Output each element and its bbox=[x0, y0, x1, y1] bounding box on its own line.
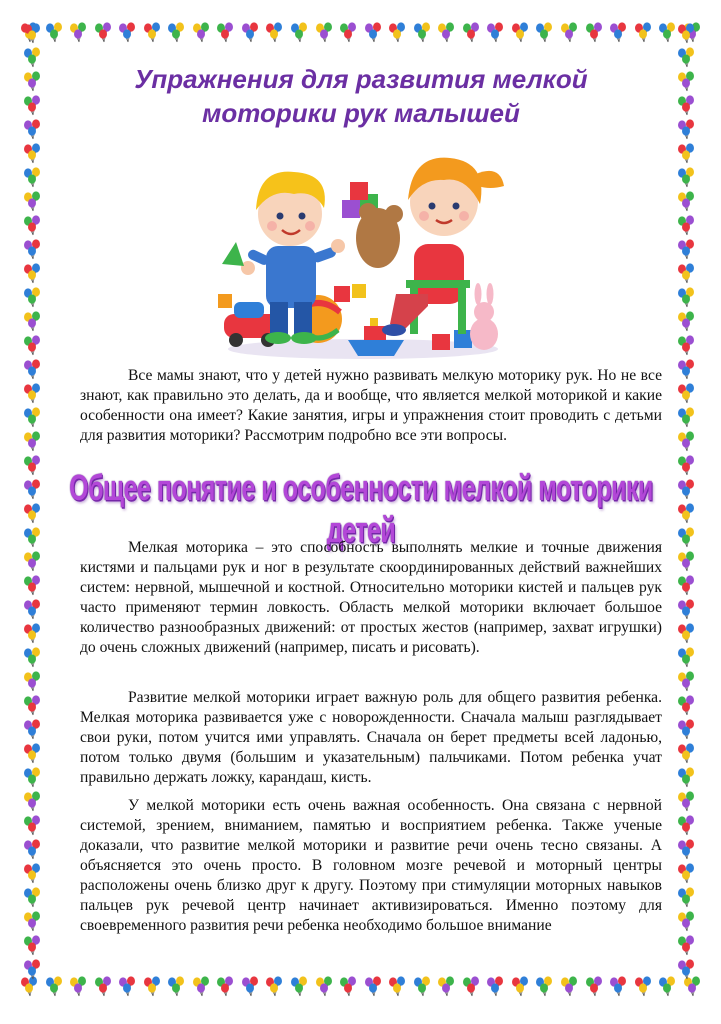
pyramid-icon bbox=[222, 242, 244, 266]
balloon-bunch-icon bbox=[165, 975, 187, 997]
balloon-bunch-icon bbox=[21, 862, 43, 884]
balloon-bunch-icon bbox=[675, 118, 697, 140]
block-icon bbox=[350, 182, 368, 200]
balloon-bunch-icon bbox=[21, 814, 43, 836]
border-left bbox=[20, 22, 44, 980]
balloon-bunch-icon bbox=[21, 598, 43, 620]
balloon-bunch-icon bbox=[21, 478, 43, 500]
balloon-bunch-icon bbox=[675, 358, 697, 380]
balloon-bunch-icon bbox=[21, 238, 43, 260]
balloon-bunch-icon bbox=[116, 21, 138, 43]
block-icon bbox=[432, 334, 450, 350]
balloon-bunch-icon bbox=[460, 21, 482, 43]
balloon-bunch-icon bbox=[632, 21, 654, 43]
balloon-bunch-icon bbox=[21, 790, 43, 812]
balloon-bunch-icon bbox=[165, 21, 187, 43]
balloon-bunch-icon bbox=[607, 21, 629, 43]
balloon-bunch-icon bbox=[239, 975, 261, 997]
balloon-bunch-icon bbox=[21, 382, 43, 404]
balloon-bunch-icon bbox=[675, 742, 697, 764]
balloon-bunch-icon bbox=[21, 70, 43, 92]
paragraph-feature: У мелкой моторики есть очень важная особенность. Она связана с нервной системой, зрением, вниманием, памятью и восприятием ребенка. Также ученые доказали, что развитие мелкой моторики и развитие речи очень тесно связаны. А объясняется это очень просто. В головном мозге речевой и моторный центры расположены очень близко друг к другу. Поэтому при стимуляции моторных навыков пальцев рук речевой центр начинает активизироваться. Именно поэтому для своевременного развития речи ребенка необходимо большое внимание bbox=[80, 797, 662, 934]
balloon-bunch-icon bbox=[435, 975, 457, 997]
balloon-bunch-icon bbox=[675, 862, 697, 884]
children-playing-illustration bbox=[218, 134, 508, 364]
balloon-bunch-icon bbox=[675, 766, 697, 788]
page-title bbox=[50, 62, 672, 130]
balloon-bunch-icon bbox=[21, 46, 43, 68]
block-icon bbox=[342, 200, 360, 218]
balloon-bunch-icon bbox=[675, 286, 697, 308]
balloon-bunch-icon bbox=[362, 975, 384, 997]
balloon-bunch-icon bbox=[21, 958, 43, 980]
border-bottom bbox=[18, 974, 703, 998]
block-icon bbox=[334, 286, 350, 302]
balloon-bunch-icon bbox=[288, 21, 310, 43]
balloon-bunch-icon bbox=[558, 975, 580, 997]
balloon-bunch-icon bbox=[675, 454, 697, 476]
balloon-bunch-icon bbox=[509, 975, 531, 997]
balloon-bunch-icon bbox=[675, 814, 697, 836]
balloon-bunch-icon bbox=[675, 622, 697, 644]
balloon-bunch-icon bbox=[675, 406, 697, 428]
balloon-bunch-icon bbox=[675, 142, 697, 164]
balloon-bunch-icon bbox=[675, 526, 697, 548]
balloon-bunch-icon bbox=[675, 670, 697, 692]
balloon-bunch-icon bbox=[43, 975, 65, 997]
block-icon bbox=[352, 284, 366, 298]
balloon-bunch-icon bbox=[21, 190, 43, 212]
balloon-bunch-icon bbox=[214, 975, 236, 997]
balloon-bunch-icon bbox=[675, 502, 697, 524]
balloon-bunch-icon bbox=[386, 21, 408, 43]
balloon-bunch-icon bbox=[675, 718, 697, 740]
balloon-bunch-icon bbox=[313, 21, 335, 43]
balloon-bunch-icon bbox=[263, 21, 285, 43]
border-right bbox=[674, 22, 698, 980]
balloon-bunch-icon bbox=[675, 382, 697, 404]
balloon-bunch-icon bbox=[675, 886, 697, 908]
balloon-bunch-icon bbox=[21, 406, 43, 428]
balloon-bunch-icon bbox=[92, 21, 114, 43]
balloon-bunch-icon bbox=[675, 262, 697, 284]
title-line-2: моторики рук малышей bbox=[202, 98, 520, 128]
balloon-bunch-icon bbox=[21, 742, 43, 764]
balloon-bunch-icon bbox=[21, 526, 43, 548]
balloon-bunch-icon bbox=[558, 21, 580, 43]
page-content bbox=[50, 44, 672, 962]
balloon-bunch-icon bbox=[675, 598, 697, 620]
balloon-bunch-icon bbox=[190, 21, 212, 43]
balloon-bunch-icon bbox=[21, 94, 43, 116]
balloon-bunch-icon bbox=[288, 975, 310, 997]
balloon-bunch-icon bbox=[21, 310, 43, 332]
balloon-bunch-icon bbox=[675, 310, 697, 332]
balloon-bunch-icon bbox=[675, 334, 697, 356]
balloon-bunch-icon bbox=[675, 46, 697, 68]
balloon-bunch-icon bbox=[21, 430, 43, 452]
balloon-bunch-icon bbox=[21, 910, 43, 932]
paragraph-development: Развитие мелкой моторики играет важную роль для общего развития ребенка. Мелкая моторика развивается уже с новорожденности. Сначала малыш разглядывает свои руки, потом учится ими управлять. Сначала он берет предметы всей ладонью, потом только двумя (большим и указательным) пальчиками. Потом ребенка учат правильно держать ложку, карандаш, кисть. bbox=[80, 689, 662, 786]
balloon-bunch-icon bbox=[675, 166, 697, 188]
balloon-bunch-icon bbox=[141, 21, 163, 43]
block-icon bbox=[218, 294, 232, 308]
balloon-bunch-icon bbox=[21, 838, 43, 860]
balloon-bunch-icon bbox=[509, 21, 531, 43]
balloon-bunch-icon bbox=[675, 790, 697, 812]
balloon-bunch-icon bbox=[21, 454, 43, 476]
balloon-bunch-icon bbox=[675, 934, 697, 956]
balloon-bunch-icon bbox=[21, 622, 43, 644]
balloon-bunch-icon bbox=[21, 670, 43, 692]
balloon-bunch-icon bbox=[21, 574, 43, 596]
balloon-bunch-icon bbox=[116, 975, 138, 997]
balloon-bunch-icon bbox=[313, 975, 335, 997]
balloon-bunch-icon bbox=[675, 694, 697, 716]
balloon-bunch-icon bbox=[92, 975, 114, 997]
balloon-bunch-icon bbox=[67, 21, 89, 43]
balloon-bunch-icon bbox=[675, 550, 697, 572]
balloon-bunch-icon bbox=[263, 975, 285, 997]
balloon-bunch-icon bbox=[67, 975, 89, 997]
balloon-bunch-icon bbox=[337, 975, 359, 997]
toy-bunny-icon bbox=[470, 283, 498, 350]
balloon-bunch-icon bbox=[435, 21, 457, 43]
border-top bbox=[18, 20, 703, 44]
balloon-bunch-icon bbox=[21, 934, 43, 956]
balloon-bunch-icon bbox=[21, 646, 43, 668]
paragraph-definition: Мелкая моторика – это способность выполнять мелкие и точные движения кистями и пальцами рук и ног в результате скоординированных действий важнейших систем: нервной, мышечной и костной. Относительно моторики кистей и пальцев рук часто применяют термин ловкость. Область мелкой моторики включает большое количество разнообразных движений: от простых жестов (например, захват игрушки) до очень сложных движений (например, писать и рисовать). bbox=[80, 539, 662, 656]
balloon-bunch-icon bbox=[484, 975, 506, 997]
balloon-bunch-icon bbox=[21, 22, 43, 44]
balloon-bunch-icon bbox=[386, 975, 408, 997]
balloon-bunch-icon bbox=[583, 975, 605, 997]
balloon-bunch-icon bbox=[675, 214, 697, 236]
balloon-bunch-icon bbox=[190, 975, 212, 997]
balloon-bunch-icon bbox=[411, 975, 433, 997]
balloon-bunch-icon bbox=[21, 886, 43, 908]
balloon-bunch-icon bbox=[21, 214, 43, 236]
balloon-bunch-icon bbox=[675, 94, 697, 116]
balloon-bunch-icon bbox=[21, 766, 43, 788]
balloon-bunch-icon bbox=[583, 21, 605, 43]
balloon-bunch-icon bbox=[675, 574, 697, 596]
balloon-bunch-icon bbox=[21, 334, 43, 356]
balloon-bunch-icon bbox=[632, 975, 654, 997]
balloon-bunch-icon bbox=[675, 190, 697, 212]
balloon-bunch-icon bbox=[460, 975, 482, 997]
title-line-1: Упражнения для развития мелкой bbox=[134, 64, 588, 94]
balloon-bunch-icon bbox=[43, 21, 65, 43]
balloon-bunch-icon bbox=[337, 21, 359, 43]
balloon-bunch-icon bbox=[675, 910, 697, 932]
balloon-bunch-icon bbox=[21, 118, 43, 140]
balloon-bunch-icon bbox=[533, 975, 555, 997]
balloon-bunch-icon bbox=[21, 550, 43, 572]
balloon-bunch-icon bbox=[411, 21, 433, 43]
balloon-bunch-icon bbox=[21, 718, 43, 740]
balloon-bunch-icon bbox=[675, 838, 697, 860]
balloon-bunch-icon bbox=[675, 478, 697, 500]
balloon-bunch-icon bbox=[675, 430, 697, 452]
balloon-bunch-icon bbox=[675, 70, 697, 92]
balloon-bunch-icon bbox=[21, 262, 43, 284]
balloon-bunch-icon bbox=[141, 975, 163, 997]
balloon-bunch-icon bbox=[675, 958, 697, 980]
balloon-bunch-icon bbox=[239, 21, 261, 43]
balloon-bunch-icon bbox=[362, 21, 384, 43]
section-heading: Общее понятие и особенности мелкой моторики детей bbox=[69, 468, 653, 551]
balloon-bunch-icon bbox=[21, 166, 43, 188]
balloon-bunch-icon bbox=[21, 694, 43, 716]
balloon-bunch-icon bbox=[484, 21, 506, 43]
balloon-bunch-icon bbox=[675, 22, 697, 44]
balloon-bunch-icon bbox=[214, 21, 236, 43]
balloon-bunch-icon bbox=[21, 142, 43, 164]
balloon-bunch-icon bbox=[533, 21, 555, 43]
balloon-bunch-icon bbox=[607, 975, 629, 997]
balloon-bunch-icon bbox=[21, 502, 43, 524]
balloon-bunch-icon bbox=[675, 238, 697, 260]
balloon-bunch-icon bbox=[21, 286, 43, 308]
balloon-bunch-icon bbox=[21, 358, 43, 380]
balloon-bunch-icon bbox=[675, 646, 697, 668]
intro-paragraph: Все мамы знают, что у детей нужно развивать мелкую моторику рук. Но не все знают, как правильно это делать, да и вообще, что является мелкой моторикой и какие особенности она имеет? Какие занятия, игры и упражнения стоит проводить с детьми для развития моторики? Рассмотрим подробно все эти вопросы. bbox=[80, 367, 662, 444]
